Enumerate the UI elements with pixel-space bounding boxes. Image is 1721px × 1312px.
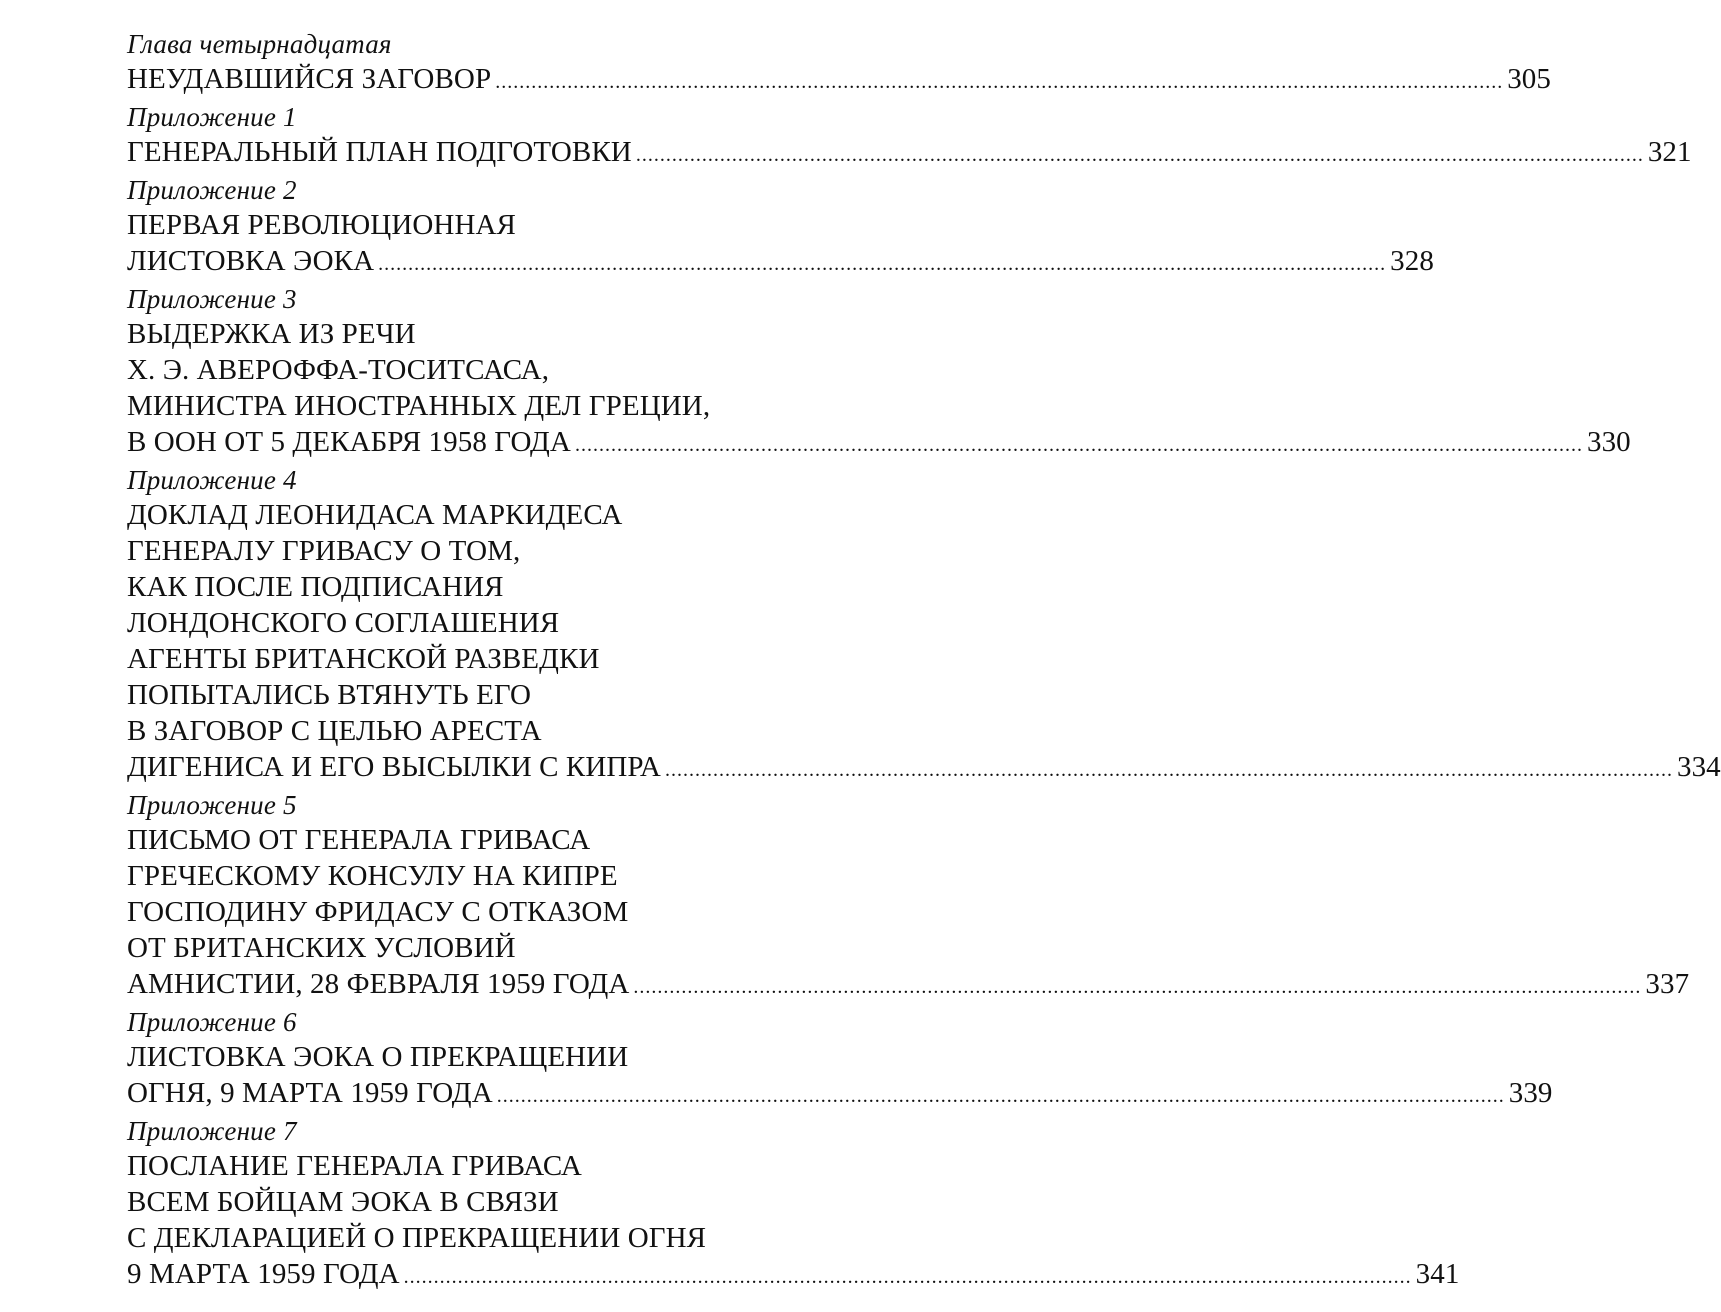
toc-entry-appendix-2[interactable] xyxy=(127,174,1434,279)
dot-leader: ........................................................................................................................................................................ xyxy=(496,1085,1505,1107)
entry-title-line: АМНИСТИИ, 28 ФЕВРАЛЯ 1959 ГОДА xyxy=(127,968,630,1000)
dot-leader: ........................................................................................................................................................................ xyxy=(403,1266,1412,1288)
entry-title-line: ПОПЫТАЛИСЬ ВТЯНУТЬ ЕГО xyxy=(127,679,532,711)
table-of-contents xyxy=(127,28,1721,1292)
entry-label: Приложение 4 xyxy=(127,465,297,495)
page-number: 337 xyxy=(1645,968,1690,1000)
dot-leader: ........................................................................................................................................................................ xyxy=(664,759,1673,781)
entry-title-line: ЛИСТОВКА ЭОКА О ПРЕКРАЩЕНИИ xyxy=(127,1041,629,1073)
page-number: 341 xyxy=(1415,1258,1460,1290)
entry-label: Приложение 3 xyxy=(127,284,297,314)
entry-label: Приложение 7 xyxy=(127,1116,297,1146)
toc-entry-appendix-6[interactable] xyxy=(127,1006,1553,1111)
entry-title-line: ПИСЬМО ОТ ГЕНЕРАЛА ГРИВАСА xyxy=(127,824,591,856)
entry-title-line: ГЕНЕРАЛЬНЫЙ ПЛАН ПОДГОТОВКИ xyxy=(127,136,632,168)
entry-title-line: МИНИСТРА ИНОСТРАННЫХ ДЕЛ ГРЕЦИИ, xyxy=(127,390,711,422)
dot-leader: ........................................................................................................................................................................ xyxy=(633,976,1642,998)
entry-title-line: КАК ПОСЛЕ ПОДПИСАНИЯ xyxy=(127,571,504,603)
entry-title-line: ОТ БРИТАНСКИХ УСЛОВИЙ xyxy=(127,932,516,964)
entry-title-line: ЛОНДОНСКОГО СОГЛАШЕНИЯ xyxy=(127,607,560,639)
entry-title-line: ЛИСТОВКА ЭОКА xyxy=(127,245,375,277)
entry-label: Приложение 2 xyxy=(127,175,297,205)
toc-entry-appendix-1[interactable] xyxy=(127,101,1692,170)
entry-label: Приложение 1 xyxy=(127,102,297,132)
page-number: 330 xyxy=(1586,426,1631,458)
entry-title-line: С ДЕКЛАРАЦИЕЙ О ПРЕКРАЩЕНИИ ОГНЯ xyxy=(127,1222,707,1254)
page-number: 339 xyxy=(1508,1077,1553,1109)
entry-title-line: ДИГЕНИСА И ЕГО ВЫСЫЛКИ С КИПРА xyxy=(127,751,661,783)
entry-label: Приложение 5 xyxy=(127,790,297,820)
entry-title-line: ГОСПОДИНУ ФРИДАСУ С ОТКАЗОМ xyxy=(127,896,629,928)
dot-leader: ........................................................................................................................................................................ xyxy=(378,253,1387,275)
entry-label: Глава четырнадцатая xyxy=(127,29,392,59)
entry-title-line: В ООН ОТ 5 ДЕКАБРЯ 1958 ГОДА xyxy=(127,426,571,458)
dot-leader: ........................................................................................................................................................................ xyxy=(574,434,1583,456)
page-number: 328 xyxy=(1390,245,1434,277)
entry-title-line: ВЫДЕРЖКА ИЗ РЕЧИ xyxy=(127,318,416,350)
dot-leader: ........................................................................................................................................................................ xyxy=(495,71,1504,93)
dot-leader: ........................................................................................................................................................................ xyxy=(635,144,1644,166)
entry-title-line: В ЗАГОВОР С ЦЕЛЬЮ АРЕСТА xyxy=(127,715,542,747)
page-number: 305 xyxy=(1507,63,1551,95)
toc-entry-chapter-14[interactable] xyxy=(127,28,1551,97)
page-number: 321 xyxy=(1647,136,1692,168)
entry-title-line: ПОСЛАНИЕ ГЕНЕРАЛА ГРИВАСА xyxy=(127,1150,582,1182)
entry-title-line: ПЕРВАЯ РЕВОЛЮЦИОННАЯ xyxy=(127,209,516,241)
toc-entry-appendix-3[interactable] xyxy=(127,283,1631,460)
entry-title-line: 9 МАРТА 1959 ГОДА xyxy=(127,1258,400,1290)
entry-label: Приложение 6 xyxy=(127,1007,297,1037)
toc-entry-appendix-7[interactable] xyxy=(127,1115,1460,1292)
entry-title-line: ГЕНЕРАЛУ ГРИВАСУ О ТОМ, xyxy=(127,535,521,567)
entry-title-line: ОГНЯ, 9 МАРТА 1959 ГОДА xyxy=(127,1077,493,1109)
entry-title-line: ГРЕЧЕСКОМУ КОНСУЛУ НА КИПРЕ xyxy=(127,860,618,892)
entry-title-line: НЕУДАВШИЙСЯ ЗАГОВОР xyxy=(127,63,492,95)
entry-title-line: ВСЕМ БОЙЦАМ ЭОКА В СВЯЗИ xyxy=(127,1186,559,1218)
entry-title-line: ДОКЛАД ЛЕОНИДАСА МАРКИДЕСА xyxy=(127,499,623,531)
entry-title-line: Х. Э. АВЕРОФФА-ТОСИТСАСА, xyxy=(127,354,550,386)
entry-title-line: АГЕНТЫ БРИТАНСКОЙ РАЗВЕДКИ xyxy=(127,643,600,675)
toc-entry-appendix-5[interactable] xyxy=(127,789,1690,1002)
page-number: 334 xyxy=(1676,751,1721,783)
toc-entry-appendix-4[interactable] xyxy=(127,464,1721,785)
